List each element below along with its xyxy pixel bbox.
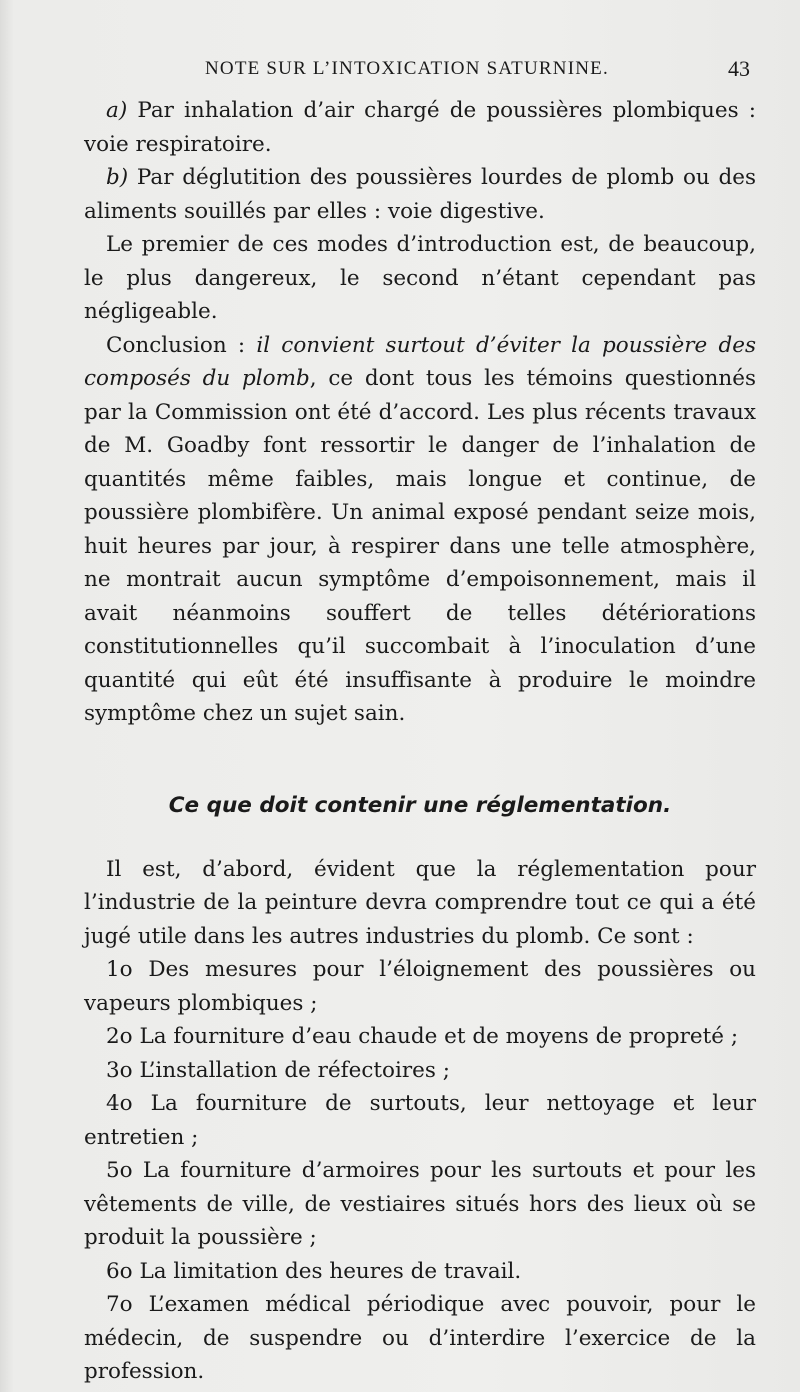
list-item-6: 6o La limitation des heures de travail. bbox=[106, 1258, 522, 1284]
paragraph-b bbox=[84, 161, 756, 228]
paragraph-a-text: Par inhalation d’air chargé de poussières plombiques : voie respiratoire. bbox=[84, 98, 756, 157]
list-item-3: 3o L’installation de réfectoires ; bbox=[106, 1057, 450, 1083]
section-intro: Il est, d’abord, évident que la réglementation pour l’industrie de la peinture devra comprendre tout ce qui a été jugé utile dans les autres industries du plomb. Ce sont : bbox=[84, 856, 756, 949]
paragraph-conclusion bbox=[84, 329, 756, 731]
paragraph-b-label: b) bbox=[106, 165, 129, 190]
running-title: NOTE SUR L’INTOXICATION SATURNINE. bbox=[205, 58, 609, 79]
conclusion-rest: , ce dont tous les témoins questionnés par la Commission ont été d’accord. Les plus récents travaux de M. Goadby font ressortir le danger de l’inhalation de quantités même faibles, mais longue et continue, de poussière plombifère. Un animal exposé pendant seize mois, huit heures par jour, à respirer dans une telle atmosphère, ne montrait aucun symptôme d’empoisonnement, mais il avait néanmoins souffert de telles détériorations constitutionnelles qu’il succombait à l’inoculation d’une quantité qui eût été insuffisante à produire le moindre symptôme chez un sujet sain. bbox=[84, 366, 756, 726]
page-header bbox=[0, 58, 800, 88]
paragraph-modes: Le premier de ces modes d’introduction est, de beaucoup, le plus dangereux, le second n’étant cependant pas négligeable. bbox=[84, 232, 756, 324]
list-item-1: 1o Des mesures pour l’éloignement des poussières ou vapeurs plombiques ; bbox=[84, 957, 756, 1016]
list-item-7: 7o L’examen médical périodique avec pouvoir, pour le médecin, de suspendre ou d’interdire l’exercice de la profession. bbox=[84, 1292, 756, 1384]
paragraph-a bbox=[84, 94, 756, 161]
list-item-2: 2o La fourniture d’eau chaude et de moyens de propreté ; bbox=[106, 1024, 739, 1049]
page-number: 43 bbox=[728, 56, 750, 81]
section-heading: Ce que doit contenir une réglementation. bbox=[168, 792, 672, 818]
conclusion-lead: Conclusion : bbox=[106, 332, 257, 358]
paragraph-a-label: a) bbox=[106, 98, 128, 123]
list-item-4: 4o La fourniture de surtouts, leur nettoyage et leur entretien ; bbox=[84, 1091, 756, 1150]
page-body bbox=[84, 94, 756, 1389]
paragraph-b-text: Par déglutition des poussières lourdes de plomb ou des aliments souillés par elles : voie digestive. bbox=[84, 165, 756, 224]
list-item-5: 5o La fourniture d’armoires pour les surtouts et pour les vêtements de ville, de vestiaires situés hors des lieux où se produit la poussière ; bbox=[84, 1158, 756, 1250]
conclusion-italic: il convient surtout d’éviter la poussière des composés du plomb bbox=[84, 332, 756, 391]
section-body bbox=[84, 853, 756, 1389]
